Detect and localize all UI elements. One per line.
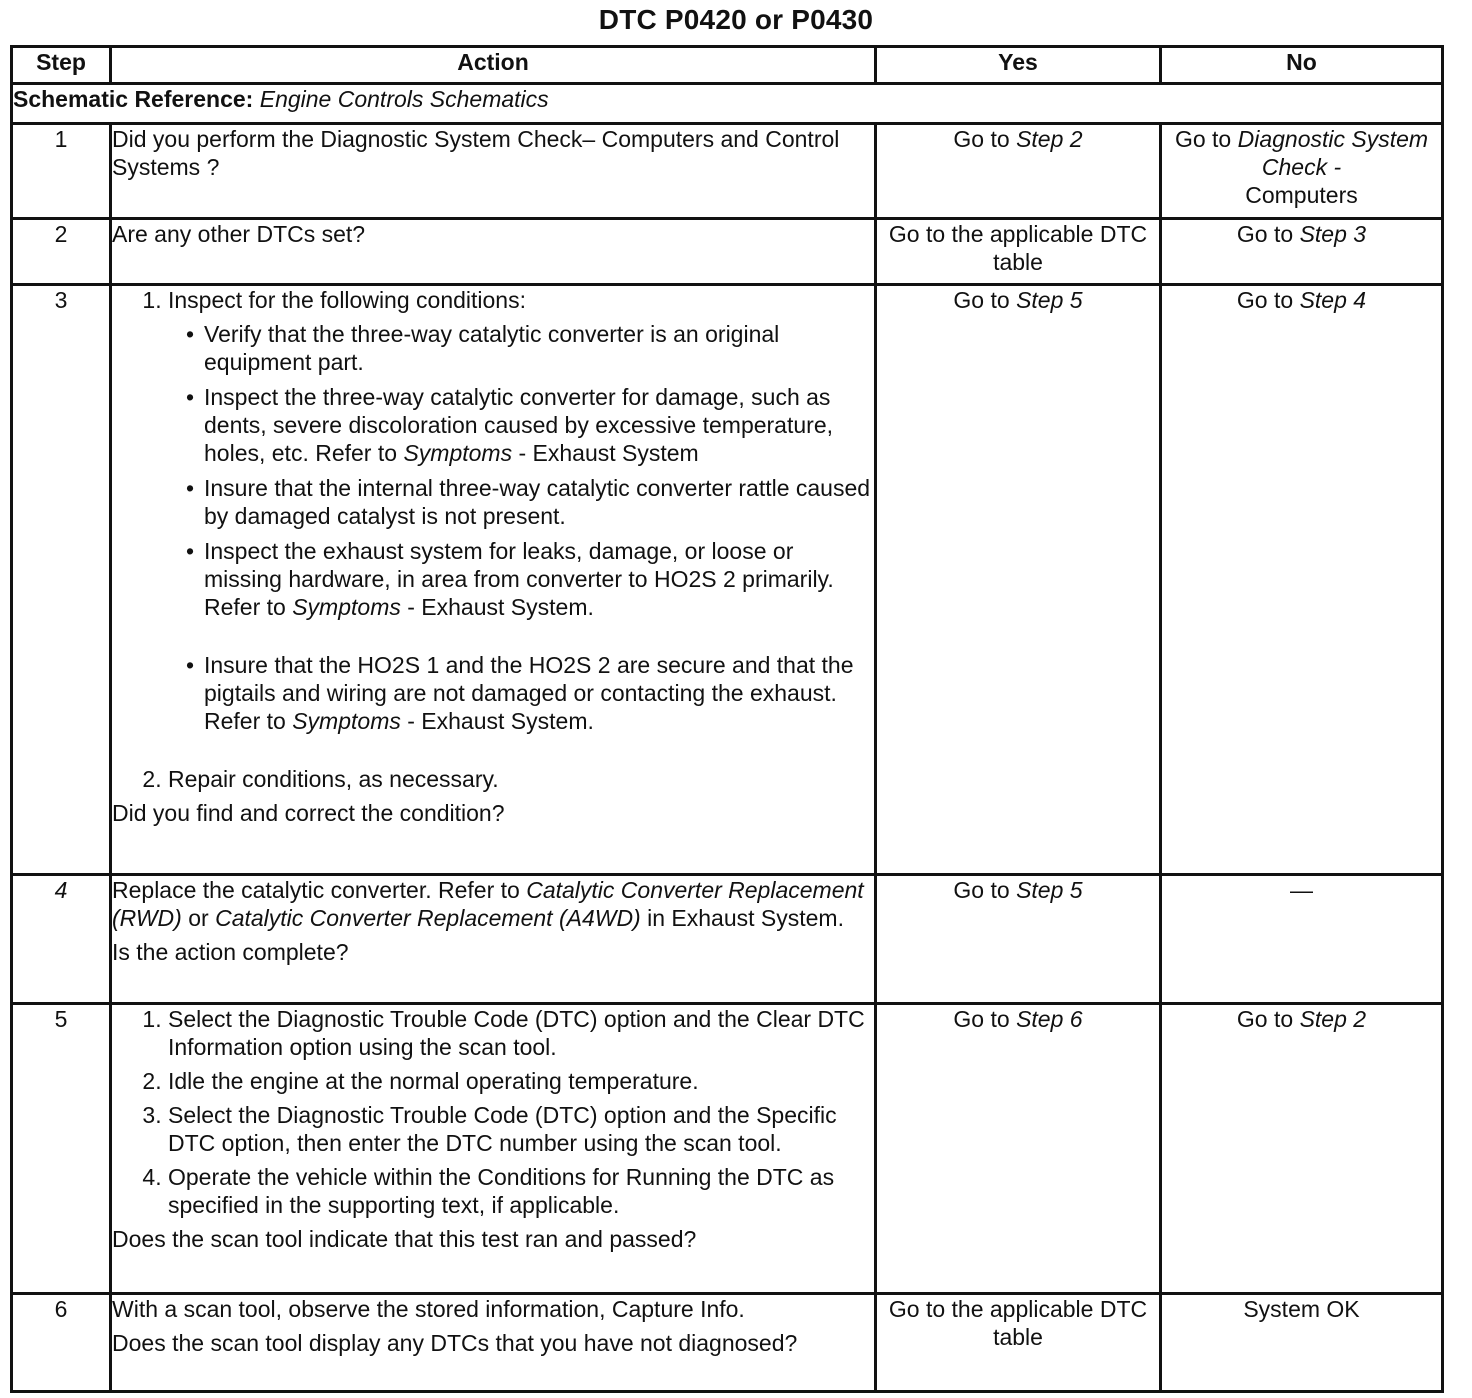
no-link[interactable]: Step 3: [1299, 221, 1367, 247]
page-title: DTC P0420 or P0430: [598, 4, 874, 35]
symptoms-link[interactable]: Symptoms: [292, 594, 401, 620]
yes-prefix: Go to: [953, 1006, 1010, 1032]
yes-cell: [876, 124, 1161, 219]
step-question: Is the action complete?: [112, 939, 349, 965]
step-number: 2: [12, 219, 111, 285]
action-list: [112, 286, 874, 793]
yes-link[interactable]: Step 6: [1016, 1006, 1083, 1032]
step-action: [111, 1004, 876, 1294]
no-cell: [1161, 285, 1443, 875]
step-row-6: [12, 1294, 1443, 1392]
list-item: [188, 320, 874, 376]
bullet-text: - Exhaust System.: [407, 708, 594, 734]
header-step: Step: [12, 47, 111, 84]
no-cell: [1161, 124, 1443, 219]
step-question: Does the scan tool display any DTCs that you have not diagnosed?: [112, 1330, 798, 1356]
list-item: [168, 1067, 874, 1095]
no-link[interactable]: Diagnostic System Check -: [1237, 126, 1429, 180]
step-action: [111, 219, 876, 285]
schematic-reference-row: [12, 84, 1443, 124]
step-row-2: [12, 219, 1443, 285]
header-row: [12, 47, 1443, 84]
no-cell: [1161, 219, 1443, 285]
no-cell: [1161, 1004, 1443, 1294]
action-text: [112, 876, 874, 932]
list-item: [188, 383, 874, 467]
step-row-1: [12, 124, 1443, 219]
no-link[interactable]: Step 4: [1299, 287, 1367, 313]
no-prefix: Go to: [1236, 221, 1294, 247]
header-action: Action: [111, 47, 876, 84]
step-question: Did you find and correct the condition?: [112, 800, 505, 826]
bullet-text: Verify that the three-way catalytic converter is an original equipment part.: [204, 321, 780, 375]
yes-prefix: Go to: [953, 126, 1010, 152]
list-item-text: Select the Diagnostic Trouble Code (DTC) option and the Specific DTC option, then enter the DTC number using the scan tool.: [168, 1102, 837, 1156]
header-no: No: [1161, 47, 1443, 84]
list-item: [168, 286, 874, 735]
a4wd-replacement-link[interactable]: Catalytic Converter Replacement (A4WD): [215, 905, 641, 931]
yes-cell: [876, 285, 1161, 875]
step-row-3: [12, 285, 1443, 875]
action-list: [112, 1005, 874, 1219]
step-row-5: [12, 1004, 1443, 1294]
action-text: Did you perform the Diagnostic System Check– Computers and Control Systems ?: [112, 126, 840, 180]
step-action: [111, 875, 876, 1004]
step-action: [111, 285, 876, 875]
symptoms-link[interactable]: Symptoms: [403, 440, 513, 466]
schematic-reference-label: Schematic Reference:: [13, 86, 254, 112]
yes-cell: [876, 875, 1161, 1004]
step-number: 6: [12, 1294, 111, 1392]
list-item-text: Inspect for the following conditions:: [168, 287, 526, 313]
step-number: 1: [12, 124, 111, 219]
step-row-4: [12, 875, 1443, 1004]
list-item: [188, 474, 874, 530]
no-link[interactable]: Step 2: [1299, 1006, 1367, 1032]
step-question: Does the scan tool indicate that this test ran and passed?: [112, 1226, 697, 1252]
step-action: [111, 1294, 876, 1392]
condition-list: [168, 320, 874, 735]
yes-prefix: Go to: [953, 877, 1010, 903]
action-text: With a scan tool, observe the stored information, Capture Info.: [112, 1296, 745, 1322]
diagnostic-table: [10, 45, 1444, 1393]
symptoms-link[interactable]: Symptoms: [292, 708, 401, 734]
yes-text: Go to the applicable DTC table: [888, 221, 1148, 275]
list-item: [168, 1005, 874, 1061]
step-number: 3: [12, 285, 111, 875]
yes-prefix: Go to: [953, 287, 1010, 313]
yes-link[interactable]: Step 5: [1016, 287, 1083, 313]
list-item: [168, 765, 874, 793]
list-item-text: Select the Diagnostic Trouble Code (DTC) option and the Clear DTC Information option using the scan tool.: [168, 1006, 865, 1060]
no-text: —: [1290, 877, 1313, 903]
list-item: [168, 1101, 874, 1157]
no-prefix: Go to: [1236, 287, 1294, 313]
no-suffix: Computers: [1245, 182, 1358, 208]
bullet-text: Insure that the HO2S 1 and the HO2S 2 are secure and that the pigtails and wiring are not damaged or contacting the exhaust. Refer to: [204, 652, 854, 734]
rwd-replacement-link[interactable]: Catalytic Converter Replacement (RWD): [112, 877, 864, 931]
action-text-part: or: [188, 905, 209, 931]
no-cell: [1161, 875, 1443, 1004]
bullet-text: Insure that the internal three-way catalytic converter rattle caused by damaged catalyst is not present.: [204, 475, 871, 529]
header-yes: Yes: [876, 47, 1161, 84]
action-text-part: in Exhaust System.: [647, 905, 844, 931]
schematic-reference-link[interactable]: Engine Controls Schematics: [259, 86, 549, 112]
bullet-text: Inspect the three-way catalytic converter for damage, such as dents, severe discoloration caused by excessive temperature, holes, etc. Refer to: [204, 384, 833, 466]
step-action: [111, 124, 876, 219]
bullet-text: Inspect the exhaust system for leaks, damage, or loose or missing hardware, in area from converter to HO2S 2 primarily. Refer to: [204, 538, 834, 620]
action-text-part: Replace the catalytic converter. Refer to: [112, 877, 520, 903]
bullet-text: - Exhaust System.: [407, 594, 594, 620]
action-text: Are any other DTCs set?: [112, 221, 366, 247]
yes-text: Go to the applicable DTC table: [888, 1296, 1148, 1350]
no-text: System OK: [1243, 1296, 1360, 1322]
no-prefix: Go to: [1236, 1006, 1294, 1032]
step-number: 5: [12, 1004, 111, 1294]
list-item-text: Operate the vehicle within the Conditions for Running the DTC as specified in the supporting text, if applicable.: [168, 1164, 835, 1218]
list-item-text: Idle the engine at the normal operating temperature.: [168, 1068, 699, 1094]
list-item: [168, 1163, 874, 1219]
yes-cell: [876, 1004, 1161, 1294]
schematic-reference: [12, 84, 1443, 124]
list-item-text: Repair conditions, as necessary.: [168, 766, 499, 792]
no-cell: [1161, 1294, 1443, 1392]
yes-cell: [876, 1294, 1161, 1392]
step-number: 4: [12, 875, 111, 1004]
yes-link[interactable]: Step 5: [1016, 877, 1083, 903]
yes-link[interactable]: Step 2: [1016, 126, 1083, 152]
list-item: [188, 537, 874, 621]
bullet-text: - Exhaust System: [518, 440, 699, 466]
no-prefix: Go to: [1174, 126, 1232, 152]
yes-cell: [876, 219, 1161, 285]
list-item: [188, 651, 874, 735]
